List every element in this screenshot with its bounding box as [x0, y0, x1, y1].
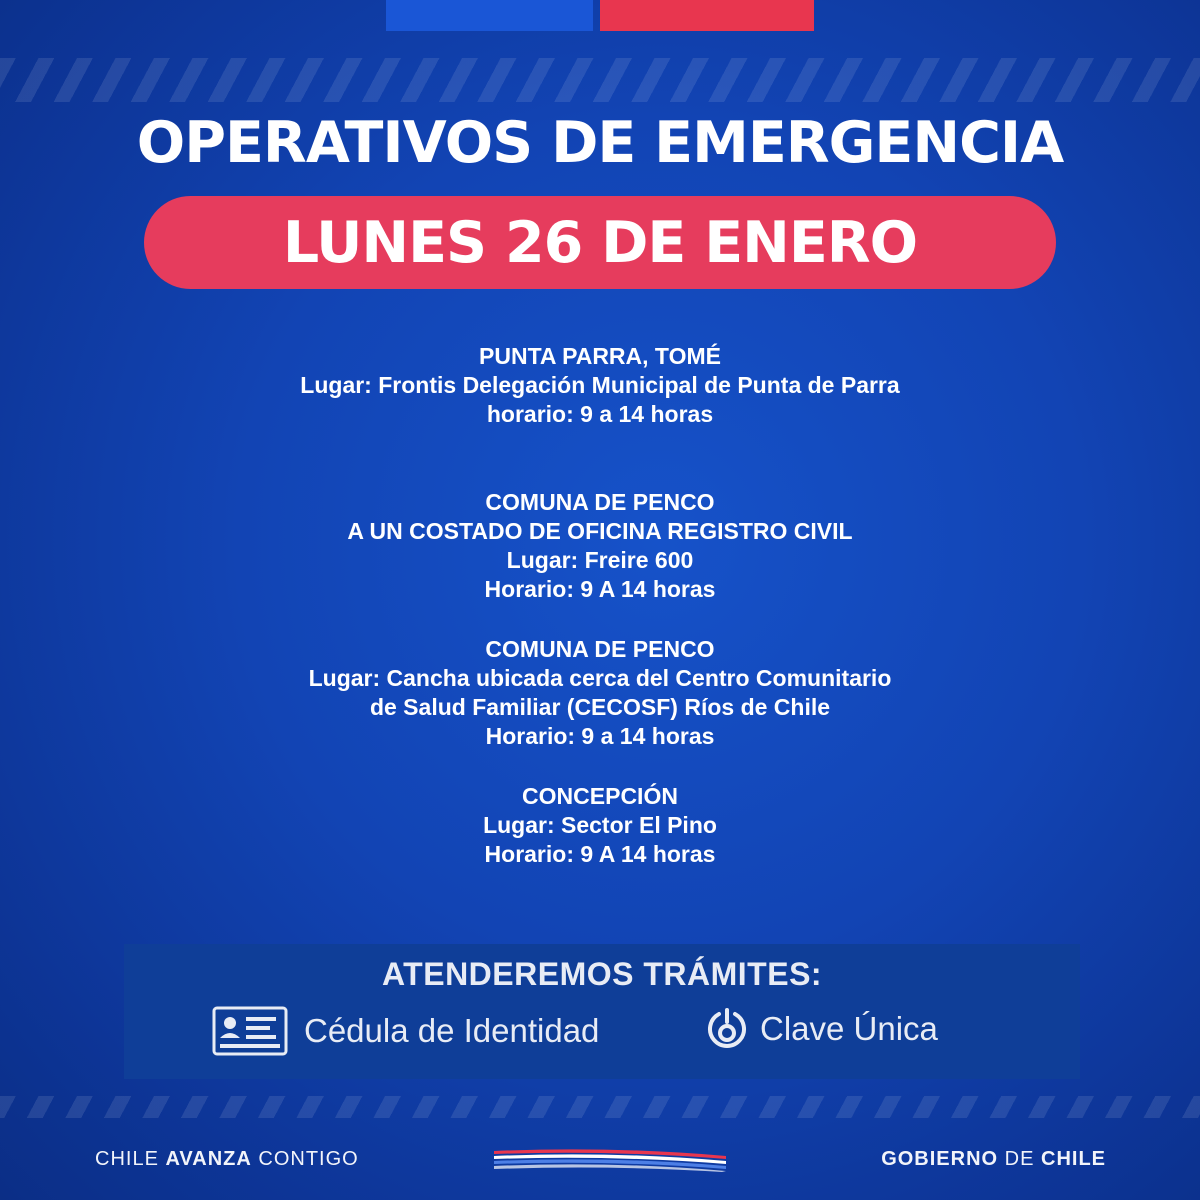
location-item	[0, 342, 1200, 429]
decorative-stripes-top	[0, 58, 1200, 102]
date-label: LUNES 26 DE ENERO	[282, 209, 918, 276]
location-line: Lugar: Sector El Pino	[483, 812, 717, 838]
clave-unica-icon	[704, 1006, 750, 1052]
page-title: OPERATIVOS DE EMERGENCIA	[136, 110, 1064, 176]
footer-gov-bold: GOBIERNO	[881, 1148, 999, 1170]
flag-swoosh-logo	[492, 1148, 728, 1172]
location-line: A UN COSTADO DE OFICINA REGISTRO CIVIL	[347, 518, 853, 544]
footer-government	[881, 1148, 1106, 1171]
footer-slogan	[95, 1148, 359, 1171]
location-line: CONCEPCIÓN	[522, 783, 678, 809]
footer-gov-suffix: CHILE	[1041, 1148, 1106, 1170]
tramites-title: ATENDEREMOS TRÁMITES:	[381, 956, 823, 992]
location-line: COMUNA DE PENCO	[485, 636, 715, 662]
location-line: horario: 9 a 14 horas	[486, 401, 714, 427]
location-line: PUNTA PARRA, TOMÉ	[479, 343, 721, 369]
tramite-label: Clave Única	[760, 1010, 938, 1047]
location-line: de Salud Familiar (CECOSF) Ríos de Chile	[369, 694, 831, 720]
location-line: Lugar: Freire 600	[506, 547, 694, 573]
footer-slogan-prefix: CHILE	[95, 1148, 166, 1170]
location-item	[0, 782, 1200, 869]
location-line: Horario: 9 A 14 horas	[484, 576, 716, 602]
flag-bar	[386, 0, 814, 31]
location-line: Horario: 9 a 14 horas	[485, 723, 715, 749]
tramite-clave-unica	[704, 1006, 938, 1052]
footer-slogan-suffix: CONTIGO	[251, 1148, 359, 1170]
tramite-label: Cédula de Identidad	[304, 1012, 600, 1049]
tramites-panel	[124, 944, 1080, 1079]
location-line: Lugar: Cancha ubicada cerca del Centro Comunitario	[308, 665, 892, 691]
tramite-cedula	[212, 1006, 599, 1056]
locations-list	[0, 342, 1200, 869]
location-line: Lugar: Frontis Delegación Municipal de Punta de Parra	[300, 372, 900, 398]
location-line: COMUNA DE PENCO	[485, 489, 715, 515]
location-line: Horario: 9 A 14 horas	[484, 841, 716, 867]
date-pill	[144, 196, 1056, 289]
flag-red-block	[600, 0, 814, 31]
decorative-stripes-bottom	[0, 1096, 1200, 1118]
footer-slogan-bold: AVANZA	[165, 1148, 252, 1170]
flag-blue-block	[386, 0, 593, 31]
location-item	[0, 488, 1200, 604]
id-card-icon	[212, 1006, 288, 1056]
location-item	[0, 635, 1200, 751]
footer-gov-middle: DE	[998, 1148, 1041, 1170]
